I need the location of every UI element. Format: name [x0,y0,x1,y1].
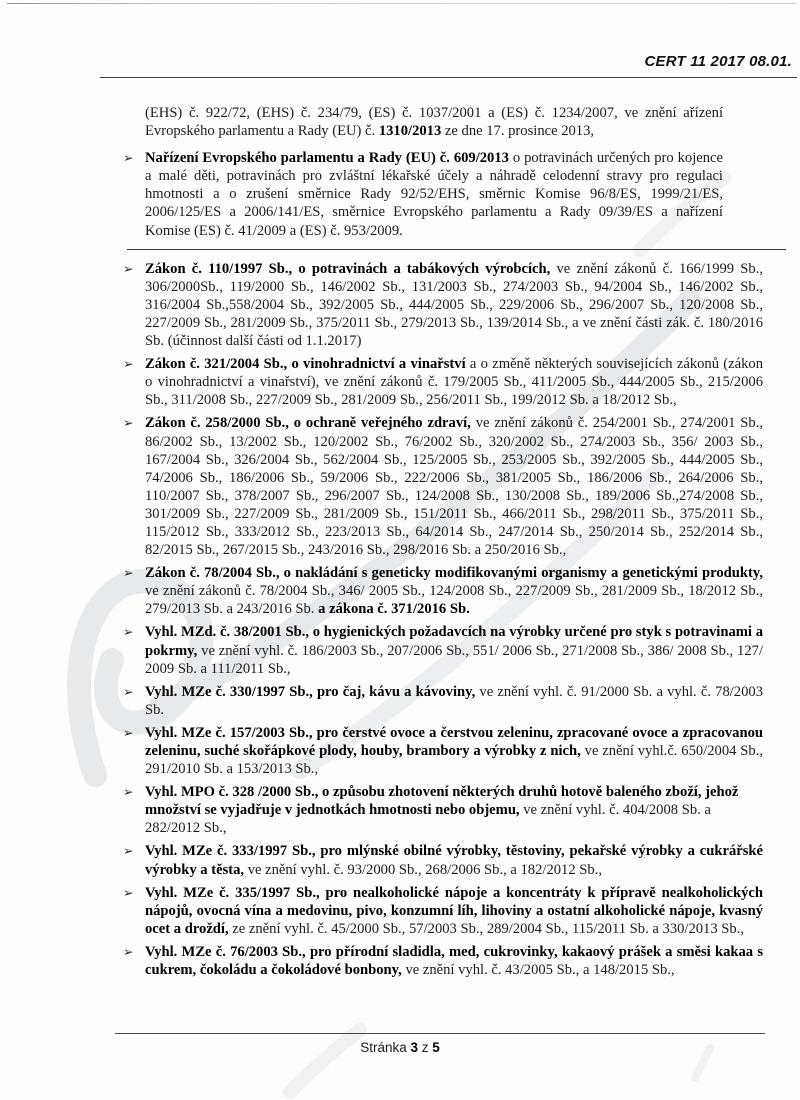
regulation-body-text: ve znění vyhl. č. 91/2000 Sb. a vyhl. č. 78/2003 Sb. [145,683,763,718]
arrow-bullet-icon: ➢ [123,843,134,859]
regulation-list-top [123,149,775,239]
page-number [0,1040,800,1055]
arrow-bullet-icon: ➢ [123,943,134,959]
arrow-bullet-icon: ➢ [123,356,134,372]
regulation-list-main [123,260,775,979]
regulation-body-text: ve znění vyhl.č. 650/2004 Sb., 291/2010 Sb. a 153/2013 Sb., [145,743,763,778]
document-body [123,104,775,984]
regulation-item [123,683,763,719]
regulation-item [123,414,763,559]
regulation-title-text: a zákona č. 371/2016 Sb. [314,601,470,618]
regulation-item [123,355,763,409]
footer-rule [115,1033,765,1034]
regulation-item [123,724,763,778]
regulation-body-text: ze dne 17. prosince 2013, [441,123,595,140]
arrow-bullet-icon: ➢ [123,260,134,276]
regulation-title-text: Nařízení Evropského parlamentu a Rady (EU) č. 609/2013 [145,150,509,167]
page-number-total: 5 [432,1040,440,1055]
regulation-title-text: Vyhl. MZe č. 335/1997 Sb., pro nealkoholické nápoje a koncentráty k přípravě nealkoholických nápojů, ovocná vína a medovinu, pivo, konzumní líh, lihoviny a ostatní alkoholické nápoje, kvasný ocet a droždí, [145,884,763,937]
page-number-prefix: Stránka [360,1040,411,1055]
page-number-current: 3 [410,1040,418,1055]
regulation-item [123,149,723,239]
regulation-body-text: ve znění zákonů č. 254/2001 Sb., 274/2001 Sb., 86/2002 Sb., 13/2002 Sb., 120/2002 Sb., 76/2002 Sb., 320/2002 Sb., 274/2003 Sb., 356/ 2003 Sb., 167/2004 Sb., 326/2004 Sb., 562/2004 Sb., 125/2005 Sb., 253/2005 Sb., 392/2005 Sb., 444/2005 Sb., 74/2006 Sb., 186/2006 Sb., 59/2006 Sb., 222/2006 Sb., 381/2005 Sb., 186/2006 Sb., 264/2006 Sb., 110/2007 Sb., 378/2007 Sb., 296/2007 Sb., 124/2008 Sb., 130/2008 Sb., 189/2006 Sb.,274/2008 Sb., 301/2009 Sb., 227/2009 Sb., 281/2009 Sb., 151/2011 Sb., 466/2011 Sb., 298/2011 Sb., 375/2011 Sb., 115/2012 Sb., 333/2012 Sb., 223/2013 Sb., 64/2014 Sb., 247/2014 Sb., 250/2014 Sb., 252/2014 Sb., 82/2015 Sb., 267/2015 Sb., 243/2016 Sb., 298/2016 Sb. a 250/2016 Sb., [145,415,763,559]
scan-artifact-line [7,3,797,4]
regulation-title-text: Zákon č. 258/2000 Sb., o ochraně veřejného zdraví, [145,415,471,432]
arrow-bullet-icon: ➢ [123,624,134,640]
regulation-title-text: Vyhl. MZe č. 157/2003 Sb., pro čerstvé ovoce a čerstvou zeleninu, zpracované ovoce a zpracovanou zeleninu, suché skořápkové plody, houby, brambory a výrobky z nich, [145,724,763,759]
regulation-body-text: ve znění vyhl. č. 404/2008 Sb. a 282/2012 Sb., [145,802,711,837]
header-rule [100,77,797,78]
arrow-bullet-icon: ➢ [123,150,134,166]
regulation-item [123,842,763,878]
arrow-bullet-icon: ➢ [123,724,134,740]
regulation-body-text: o potravinách určených pro kojence a malé děti, potravinách pro zvláštní lékařské účely a náhradě celodenní stravy pro regulaci hmotnosti a o zrušení směrnice Rady 92/52/EHS, směrnic Komise 96/8/ES, 1999/21/ES, 2006/125/ES a 2006/141/ES, směrnice Evropského parlamentu a Rady 09/39/ES a nařízení Komise (ES) č. 41/2009 a (ES) č. 953/2009. [145,150,723,239]
regulation-body-text: a o změně některých souvisejících zákonů (zákon o vinohradnictví a vinařství), ve znění zákonů č. 179/2005 Sb., 411/2005 Sb., 444/2005 Sb., 215/2006 Sb., 311/2008 Sb., 227/2009 Sb., 281/2009 Sb., 256/2011 Sb., 199/2012 Sb. a 18/2012 Sb., [145,356,763,409]
section-divider [127,249,786,250]
regulation-title-text: Vyhl. MZe č. 76/2003 Sb., pro přírodní sladidla, med, cukrovinky, kakaový prášek a směsi kakaa s cukrem, čokoládu a čokoládové bonbony, [145,943,763,979]
regulation-title-text: Zákon č. 110/1997 Sb., o potravinách a tabákových výrobcích, [145,260,551,277]
arrow-bullet-icon: ➢ [123,415,134,431]
regulation-item [123,260,763,350]
arrow-bullet-icon: ➢ [123,884,134,900]
regulation-title-text: Vyhl. MPO č. 328 /2000 Sb., o způsobu zhotovení některých druhů hotově baleného zboží, jehož množství se vyjadřuje v jednotkách hmotnosti nebo objemu, [145,784,739,819]
regulation-body-text: ve znění zákonů č. 166/1999 Sb., 306/2000Sb., 119/2000 Sb., 146/2002 Sb., 131/2003 Sb., 274/2003 Sb., 94/2004 Sb., 146/2002 Sb., 316/2004 Sb.,558/2004 Sb., 392/2005 Sb., 444/2005 Sb., 229/2006 Sb., 296/2007 Sb., 120/2008 Sb., 227/2009 Sb., 281/2009 Sb., 375/2011 Sb., 279/2013 Sb., 139/2014 Sb., a ve znění části zák. č. 180/2016 Sb. (účinnost další části od 1.1.2017) [145,260,763,350]
regulation-body-text: ve znění vyhl. č. 186/2003 Sb., 207/2006 Sb., 551/ 2006 Sb., 271/2008 Sb., 386/ 2008 Sb., 127/ 2009 Sb. a 111/2011 Sb., [145,642,763,677]
arrow-bullet-icon: ➢ [123,784,134,800]
regulation-body-text: ze znění vyhl. č. 45/2000 Sb., 57/2003 Sb., 289/2004 Sb., 115/2011 Sb. a 330/2013 Sb., [228,920,745,937]
regulation-item [123,943,763,979]
arrow-bullet-icon: ➢ [123,565,134,581]
regulation-title-text: Vyhl. MZd. č. 38/2001 Sb., o hygienických požadavcích na výrobky určené pro styk s potravinami a pokrmy, [145,624,763,659]
regulation-title-text: 1310/2013 [378,123,442,140]
regulation-item [123,564,763,618]
regulation-item [123,884,763,938]
regulation-body-text: (EHS) č. 922/72, (EHS) č. 234/79, (ES) č. 1037/2001 a (ES) č. 1234/2007, ve znění ařízení Evropského parlamentu a Rady (EU) č. [145,105,723,140]
regulation-item [123,783,763,837]
regulation-title-text: Zákon č. 78/2004 Sb., o nakládání s geneticky modifikovanými organismy a genetickými produkty, [145,565,763,582]
intro-paragraph [145,104,723,140]
regulation-title-text: Zákon č. 321/2004 Sb., o vinohradnictví a vinařství [145,356,466,373]
header-reference: CERT 11 2017 08.01. [644,53,792,70]
page-number-separator: z [418,1040,433,1055]
regulation-title-text: Vyhl. MZe č. 330/1997 Sb., pro čaj, kávu a kávoviny, [145,683,476,700]
regulation-body-text: ve znění vyhl. č. 93/2000 Sb., 268/2006 Sb., a 182/2012 Sb., [244,861,603,878]
regulation-item [123,623,763,677]
regulation-body-text: ve znění vyhl. č. 43/2005 Sb., a 148/2015 Sb., [401,962,675,979]
regulation-title-text: Vyhl. MZe č. 333/1997 Sb., pro mlýnské obilné výrobky, těstoviny, pekařské výrobky a cukrářské výrobky a těsta, [145,843,763,878]
arrow-bullet-icon: ➢ [123,683,134,699]
regulation-body-text: ve znění zákonů č. 78/2004 Sb., 346/ 2005 Sb., 124/2008 Sb., 227/2009 Sb., 281/2009 Sb., 18/2012 Sb., 279/2013 Sb. a 243/2016 Sb. [145,583,763,618]
